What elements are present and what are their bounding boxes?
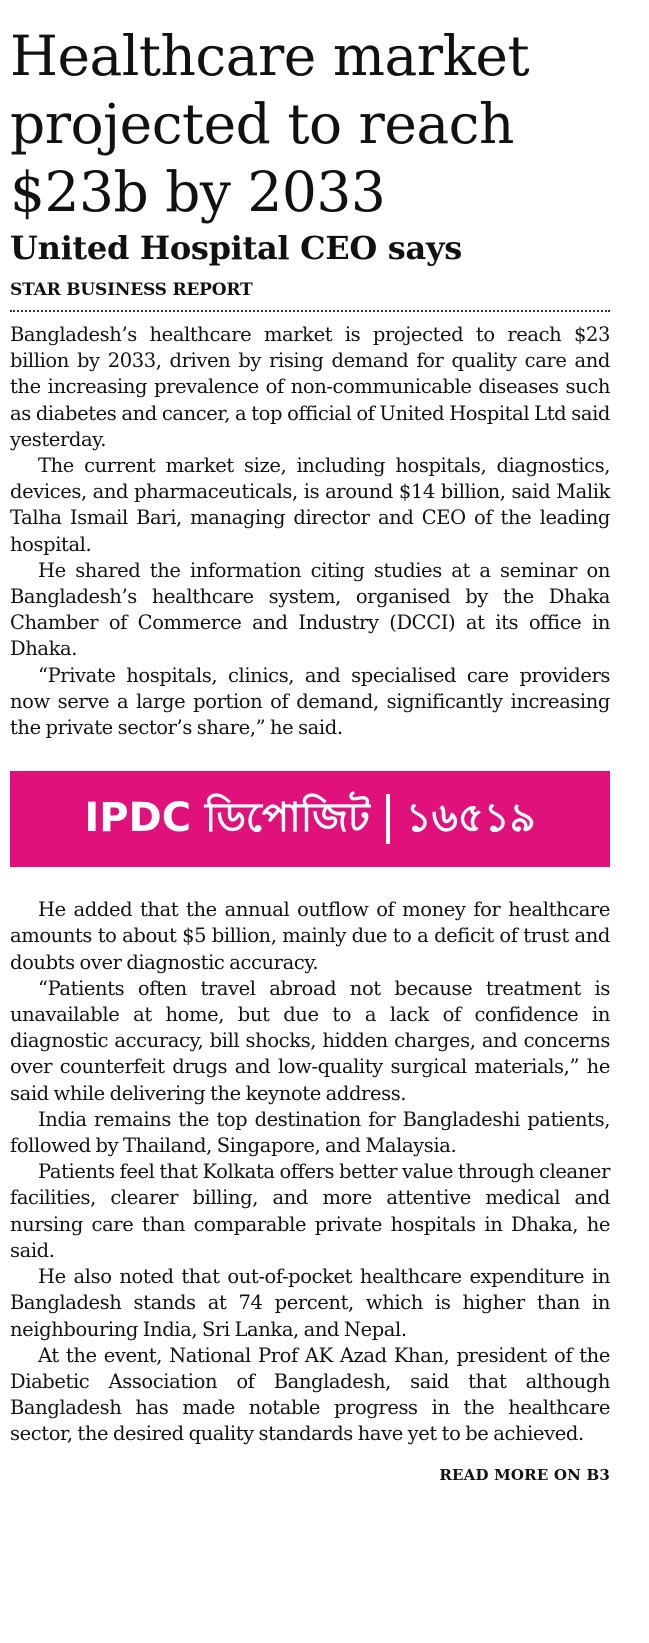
ad-hotline-number: ১৬৫১৯ bbox=[405, 794, 536, 841]
ad-brand-text: IPDC ডিপোজিট bbox=[84, 794, 370, 841]
article-body-top bbox=[10, 322, 610, 741]
paragraph: Bangladesh’s healthcare market is projected to reach $23 billion by 2033, driven by rising demand for quality care and the increasing prevalence of non-communicable diseases such as diabetes and cancer, a top official of United Hospital Ltd said yesterday. bbox=[10, 323, 610, 451]
paragraph: He also noted that out-of-pocket healthcare expenditure in Bangladesh stands at 74 percent, which is higher than in neighbouring India, Sri Lanka, and Nepal. bbox=[10, 1265, 610, 1341]
ipdc-deposit-ad-banner[interactable] bbox=[10, 771, 610, 867]
dotted-divider bbox=[10, 310, 610, 312]
paragraph: He added that the annual outflow of money for healthcare amounts to about $5 billion, mainly due to a deficit of trust and doubts over diagnostic accuracy. bbox=[10, 898, 610, 974]
subheadline: United Hospital CEO says bbox=[10, 229, 462, 267]
paragraph: The current market size, including hospitals, diagnostics, devices, and pharmaceuticals, is around $14 billion, said Malik Talha Ismail Bari, managing director and CEO of the leading hospital. bbox=[10, 454, 610, 556]
paragraph: Patients feel that Kolkata offers better value through cleaner facilities, clearer billing, and more attentive medical and nursing care than comparable private hospitals in Dhaka, he said. bbox=[10, 1160, 610, 1262]
headline bbox=[10, 22, 610, 226]
paragraph: At the event, National Prof AK Azad Khan, president of the Diabetic Association of Bangladesh, said that although Bangladesh has made notable progress in the healthcare sector, the desired quality standards have yet to be achieved. bbox=[10, 1343, 610, 1446]
headline-line-3: $23b by 2033 bbox=[10, 160, 386, 224]
article bbox=[10, 0, 610, 1484]
paragraph: India remains the top destination for Bangladeshi patients, followed by Thailand, Singapore, and Malaysia. bbox=[10, 1107, 610, 1158]
paragraph: “Patients often travel abroad not because treatment is unavailable at home, but due to a lack of confidence in diagnostic accuracy, bill shocks, hidden charges, and concerns over counterfeit drugs and low-quality surgical materials,” he said while delivering the keynote address. bbox=[10, 976, 610, 1105]
headline-line-1: Healthcare market bbox=[10, 24, 530, 88]
paragraph: He shared the information citing studies at a seminar on Bangladesh’s healthcare system, organised by the Dhaka Chamber of Commerce and Industry (DCCI) at its office in Dhaka. bbox=[10, 558, 610, 661]
article-body-bottom bbox=[10, 897, 610, 1447]
ad-separator bbox=[386, 794, 390, 844]
read-more-link[interactable]: READ MORE ON B3 bbox=[439, 1465, 610, 1484]
headline-line-2: projected to reach bbox=[10, 92, 514, 156]
byline: STAR BUSINESS REPORT bbox=[10, 280, 253, 300]
paragraph: “Private hospitals, clinics, and specialised care providers now serve a large portion of demand, significantly increasing the private sector’s share,” he said. bbox=[10, 663, 610, 740]
